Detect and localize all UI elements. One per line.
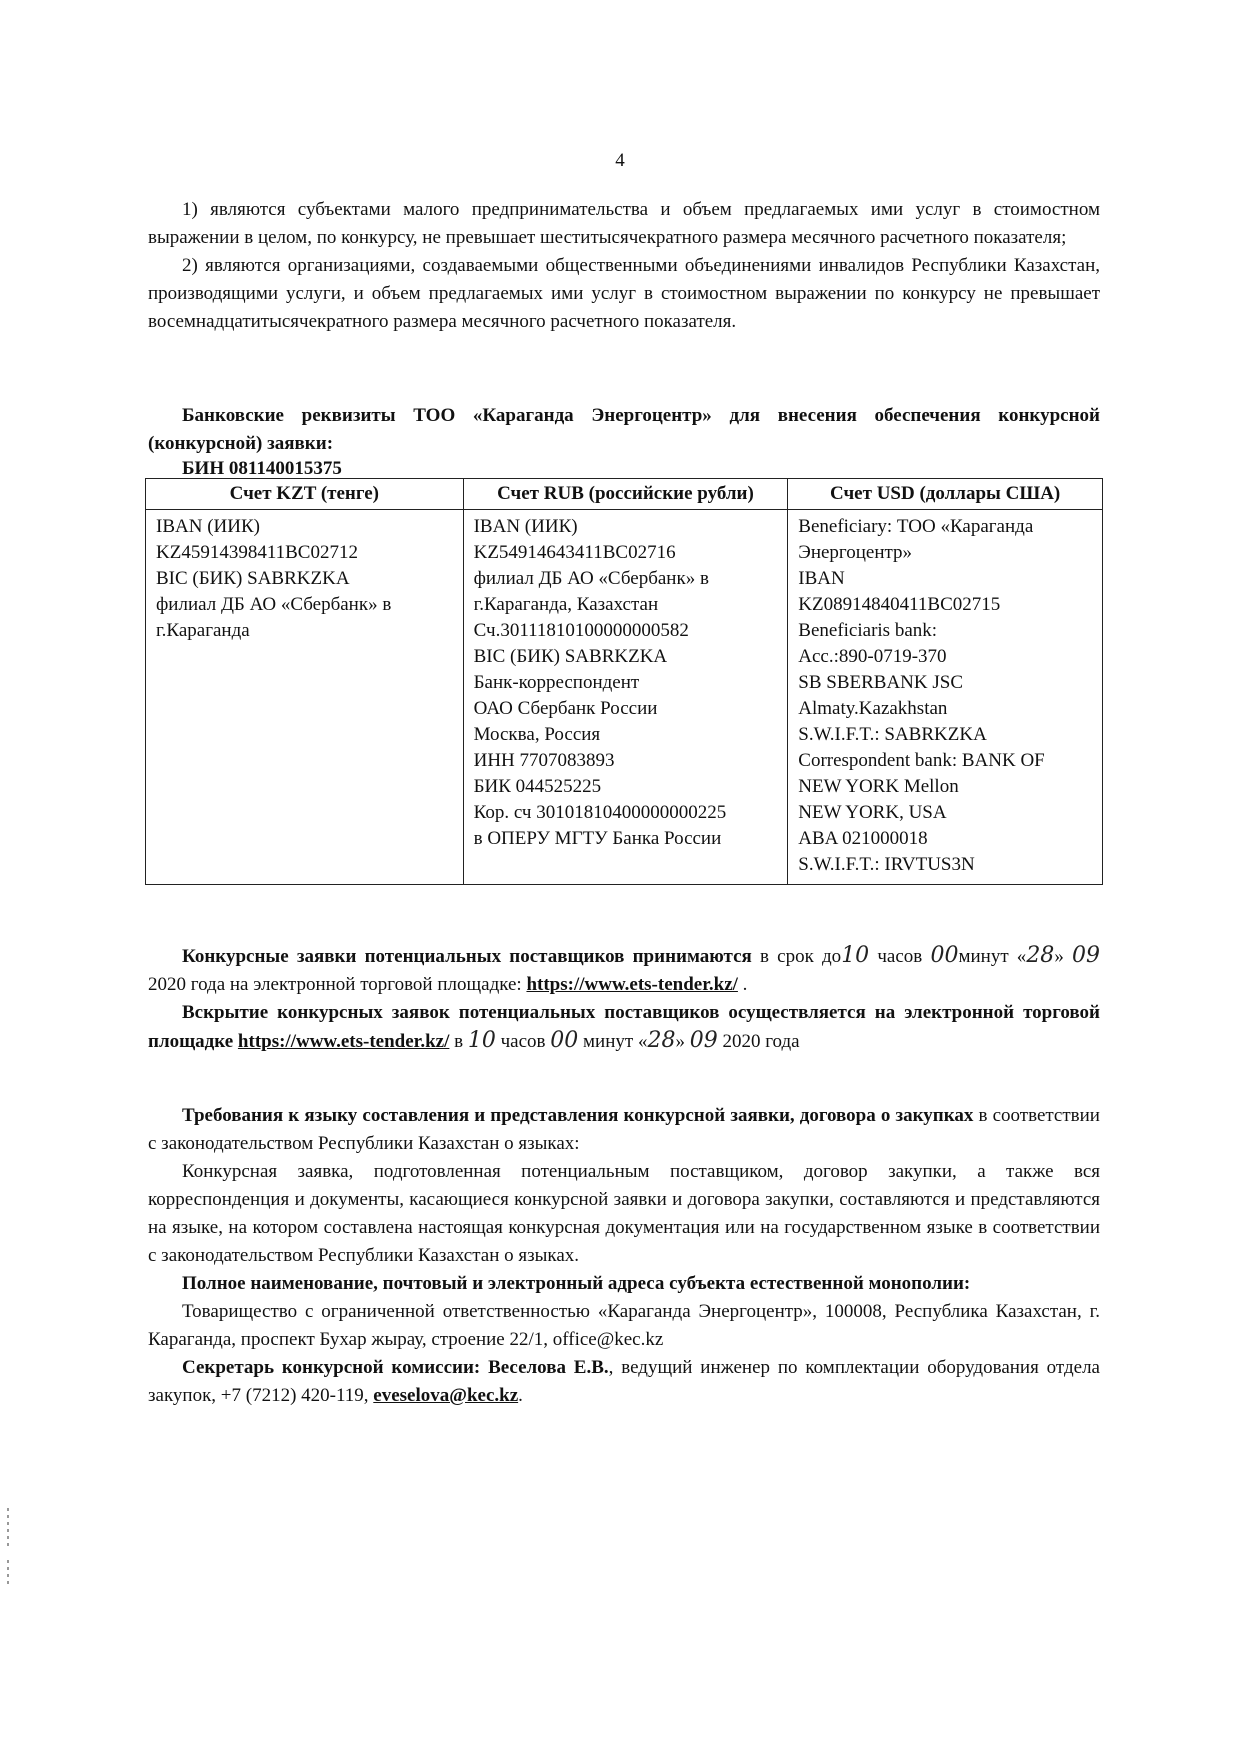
usd-line: NEW YORK Mellon bbox=[798, 776, 959, 797]
rub-line: г.Караганда, Казахстан bbox=[473, 594, 659, 615]
usd-line: S.W.I.F.T.: SABRKZKA bbox=[798, 724, 987, 745]
bin-number: БИН 081140015375 bbox=[182, 458, 342, 479]
page-number: 4 bbox=[615, 150, 625, 171]
deadline-section bbox=[148, 942, 1100, 1056]
handwritten-hour: 10 bbox=[467, 1028, 496, 1053]
kzt-line: KZ45914398411BC02712 bbox=[156, 542, 358, 563]
bank-details-table bbox=[145, 478, 1103, 885]
usd-line: SB SBERBANK JSC bbox=[798, 672, 964, 693]
address-heading: Полное наименование, почтовый и электронный адреса субъекта естественной монополии: bbox=[182, 1273, 971, 1294]
usd-line: S.W.I.F.T.: IRVTUS3N bbox=[798, 854, 975, 875]
handwritten-minute: 00 bbox=[930, 943, 959, 968]
bank-details-heading: Банковские реквизиты ТОО «Караганда Энергоцентр» для внесения обеспечения конкурсной (конкурсной) заявки: bbox=[148, 405, 1100, 454]
handwritten-month: 09 bbox=[1072, 943, 1100, 968]
rub-line: IBAN (ИИК) bbox=[473, 516, 578, 537]
rub-line: Кор. сч 30101810400000000225 bbox=[473, 802, 727, 823]
header-usd: Счет USD (доллары США) bbox=[788, 479, 1103, 510]
requirements-section bbox=[148, 1102, 1100, 1410]
usd-line: Acc.:890-0719-370 bbox=[798, 646, 947, 667]
usd-line: Beneficiary: ТОО «Караганда bbox=[798, 516, 1034, 537]
rub-line: Сч.30111810100000000582 bbox=[473, 620, 689, 641]
handwritten-day: 28 bbox=[1026, 943, 1055, 968]
usd-line: IBAN bbox=[798, 568, 845, 589]
secretary-info: Секретарь конкурсной комиссии: Веселова Е.В., ведущий инженер по комплектации оборудования отдела закупок, +7 (7212) 420-119, eveselova@kec.kz. bbox=[148, 1357, 1100, 1406]
usd-line: KZ08914840411BC02715 bbox=[798, 594, 1001, 615]
rub-line: ИНН 7707083893 bbox=[473, 750, 615, 771]
address-body: Товарищество с ограниченной ответственностью «Караганда Энергоцентр», 100008, Республика Казахстан, г. Караганда, проспект Бухар жырау, строение 22/1, office@kec.kz bbox=[148, 1301, 1100, 1350]
kzt-account-cell bbox=[146, 510, 464, 885]
rub-line: в ОПЕРУ МГТУ Банка России bbox=[473, 828, 722, 849]
eligibility-list bbox=[148, 196, 1100, 336]
handwritten-day: 28 bbox=[647, 1028, 676, 1053]
kzt-line: BIC (БИК) SABRKZKA bbox=[156, 568, 350, 589]
secretary-email[interactable]: eveselova@kec.kz bbox=[373, 1385, 519, 1406]
usd-line: Энергоцентр» bbox=[798, 542, 913, 563]
ets-tender-link[interactable]: https://www.ets-tender.kz/ bbox=[526, 974, 738, 995]
header-kzt: Счет KZT (тенге) bbox=[146, 479, 464, 510]
rub-line: KZ54914643411BC02716 bbox=[473, 542, 676, 563]
rub-line: филиал ДБ АО «Сбербанк» в bbox=[473, 568, 709, 589]
opening-schedule: Вскрытие конкурсных заявок потенциальных поставщиков осуществляется на электронной торговой площадке https://www.ets-tender.kz/ в 10 часов 00 минут «28» 09 2020 года bbox=[148, 1002, 1100, 1053]
eligibility-item-1: 1) являются субъектами малого предпринимательства и объем предлагаемых ими услуг в стоимостном выражении в целом, по конкурсу, не превышает шеститысячекратного размера месячного расчетного показателя; bbox=[148, 199, 1100, 248]
rub-line: Банк-корреспондент bbox=[473, 672, 640, 693]
rub-line: Москва, Россия bbox=[473, 724, 601, 745]
header-rub: Счет RUB (российские рубли) bbox=[463, 479, 788, 510]
rub-account-cell bbox=[463, 510, 788, 885]
kzt-line: IBAN (ИИК) bbox=[156, 516, 260, 537]
usd-line: Correspondent bank: BANK OF bbox=[798, 750, 1045, 771]
language-body: Конкурсная заявка, подготовленная потенциальным поставщиком, договор закупки, а также вся корреспонденция и документы, касающиеся конкурсной заявки и договора закупки, составляются и представляются на языке, на котором составлена настоящая конкурсная документация или на государственном языке в соответствии с законодательством Республики Казахстан о языках. bbox=[148, 1161, 1100, 1266]
scan-mark bbox=[7, 1508, 9, 1548]
language-requirements: Требования к языку составления и представления конкурсной заявки, договора о закупках в соответствии с законодательством Республики Казахстан о языках: bbox=[148, 1105, 1100, 1154]
bank-table-row bbox=[146, 510, 1103, 885]
submission-deadline: Конкурсные заявки потенциальных поставщиков принимаются в срок до10 часов 00минут «28» 09 2020 года на электронной торговой площадке: https://www.ets-tender.kz/ . bbox=[148, 943, 1100, 995]
handwritten-month: 09 bbox=[689, 1028, 718, 1053]
eligibility-item-2: 2) являются организациями, создаваемыми общественными объединениями инвалидов Республики Казахстан, производящими услуги, и объем предлагаемых ими услуг в стоимостном выражении по конкурсу не превышает восемнадцатитысячекратного размера месячного расчетного показателя. bbox=[148, 255, 1100, 332]
usd-line: Almaty.Kazakhstan bbox=[798, 698, 948, 719]
ets-tender-link[interactable]: https://www.ets-tender.kz/ bbox=[237, 1031, 450, 1052]
rub-line: БИК 044525225 bbox=[473, 776, 602, 797]
usd-account-cell bbox=[788, 510, 1103, 885]
bank-table-header-row bbox=[146, 479, 1103, 510]
handwritten-hour: 10 bbox=[841, 943, 870, 968]
usd-line: ABA 021000018 bbox=[798, 828, 928, 849]
usd-line: Beneficiaris bank: bbox=[798, 620, 938, 641]
usd-line: NEW YORK, USA bbox=[798, 802, 947, 823]
kzt-line: филиал ДБ АО «Сбербанк» в bbox=[156, 594, 392, 615]
scan-mark bbox=[7, 1560, 9, 1586]
kzt-line: г.Караганда bbox=[156, 620, 250, 641]
handwritten-minute: 00 bbox=[550, 1028, 579, 1053]
rub-line: ОАО Сбербанк России bbox=[473, 698, 658, 719]
rub-line: BIC (БИК) SABRKZKA bbox=[473, 646, 668, 667]
